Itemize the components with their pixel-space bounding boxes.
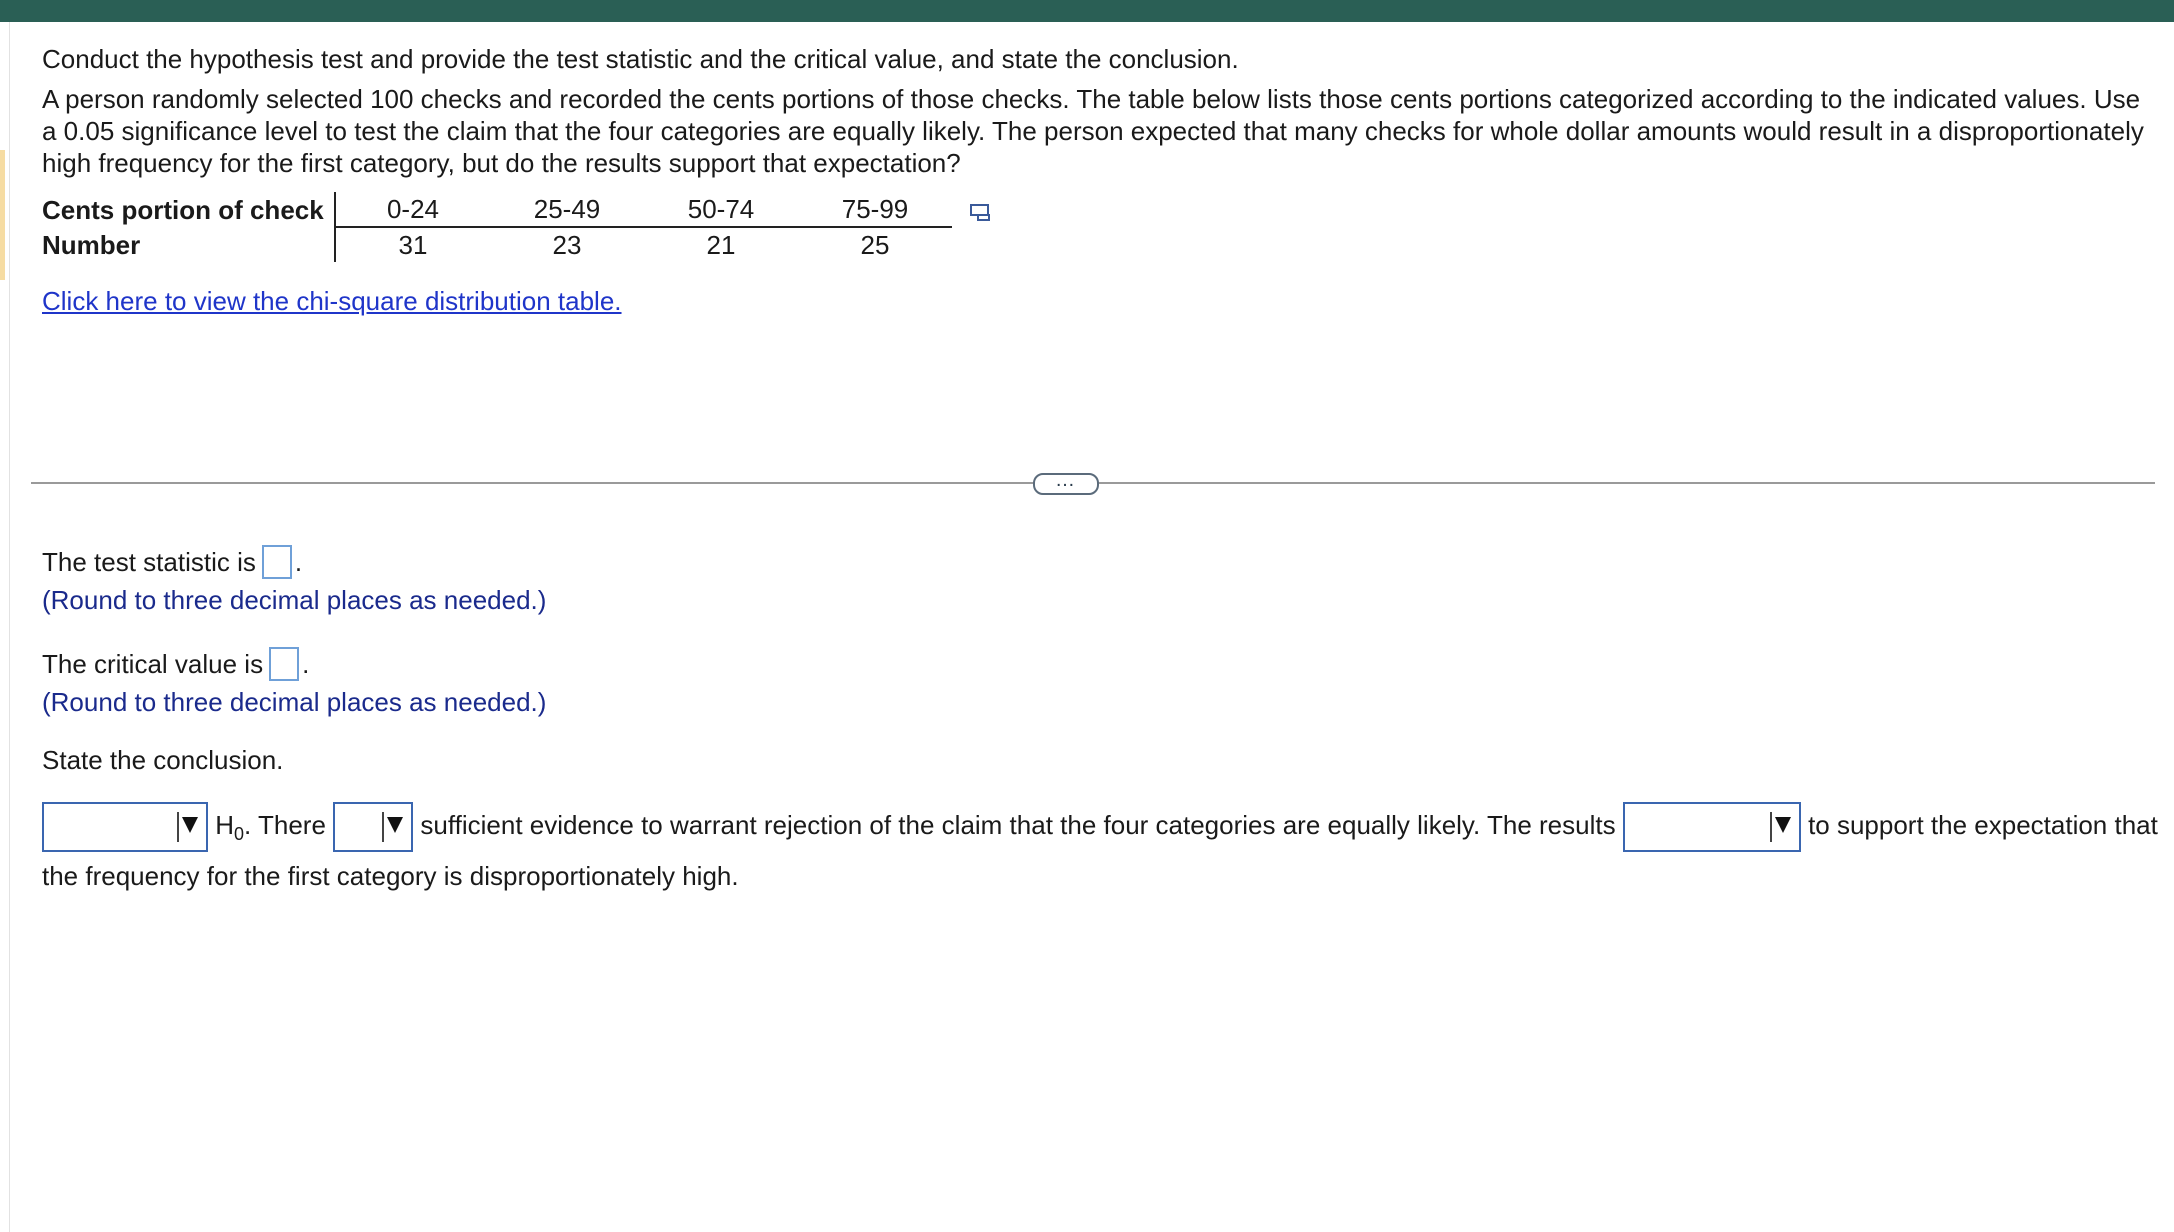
results-support-select[interactable] — [1623, 802, 1801, 852]
critical-value-label: The critical value is — [42, 649, 264, 679]
category-cell: 0-24 — [335, 192, 490, 227]
conclusion-text-3: to support the expectation that the frequency for the first category is disproportionately high. — [42, 809, 2158, 892]
critical-value-note: (Round to three decimal places as needed.) — [42, 687, 547, 717]
conclusion-text-1: . There — [244, 809, 326, 840]
table-count-row — [42, 227, 952, 262]
conclusion-prompt: State the conclusion. — [42, 745, 284, 775]
count-cell: 25 — [860, 230, 890, 260]
count-cell: 23 — [552, 230, 582, 260]
critical-value-input[interactable] — [269, 647, 299, 681]
test-statistic-line: The test statistic is . — [42, 546, 302, 581]
chi-square-table-link[interactable]: Click here to view the chi-square distribution table. — [42, 286, 622, 316]
h0-symbol: $H_0$ — [215, 809, 245, 845]
test-statistic-note: (Round to three decimal places as needed.) — [42, 585, 547, 615]
question-intro: Conduct the hypothesis test and provide the test statistic and the critical value, and state the conclusion. — [42, 44, 1239, 74]
evidence-select[interactable] — [333, 802, 413, 852]
dropdown-arrow-icon — [177, 812, 203, 842]
copy-table-icon[interactable] — [970, 203, 992, 221]
question-body: A person randomly selected 100 checks and recorded the cents portions of those checks. The table below lists those cents portions categorized according to the indicated values. Use a 0.05 significance level to test the claim that the four categories are equally likely. The person expected that many checks for whole dollar amounts would result in a disproportionately high frequency for the first category, but do the results support that expectation? — [42, 84, 2144, 178]
left-accent — [0, 150, 5, 280]
question-text — [42, 43, 2152, 179]
critical-value-line: The critical value is . — [42, 648, 309, 683]
row-header-cents: Cents portion of check — [42, 192, 335, 227]
reject-decision-select[interactable] — [42, 802, 208, 852]
conclusion-text-2: sufficient evidence to warrant rejection of the claim that the four categories are equally likely. The results — [420, 809, 1616, 840]
category-cell: 25-49 — [490, 192, 644, 227]
test-statistic-input[interactable] — [262, 545, 292, 579]
category-cell: 75-99 — [798, 192, 952, 227]
conclusion-sentence — [42, 802, 2162, 897]
more-options-button[interactable]: … — [1033, 473, 1099, 495]
dropdown-arrow-icon — [382, 812, 408, 842]
dropdown-arrow-icon — [1770, 812, 1796, 842]
row-header-number: Number — [42, 227, 335, 262]
count-cell: 31 — [398, 230, 428, 260]
category-cell: 50-74 — [644, 192, 798, 227]
left-rule — [9, 22, 10, 1232]
table-header-row — [42, 192, 952, 227]
test-statistic-label: The test statistic is — [42, 547, 256, 577]
cents-table — [42, 192, 952, 262]
count-cell: 21 — [706, 230, 736, 260]
top-bar — [0, 0, 2174, 22]
